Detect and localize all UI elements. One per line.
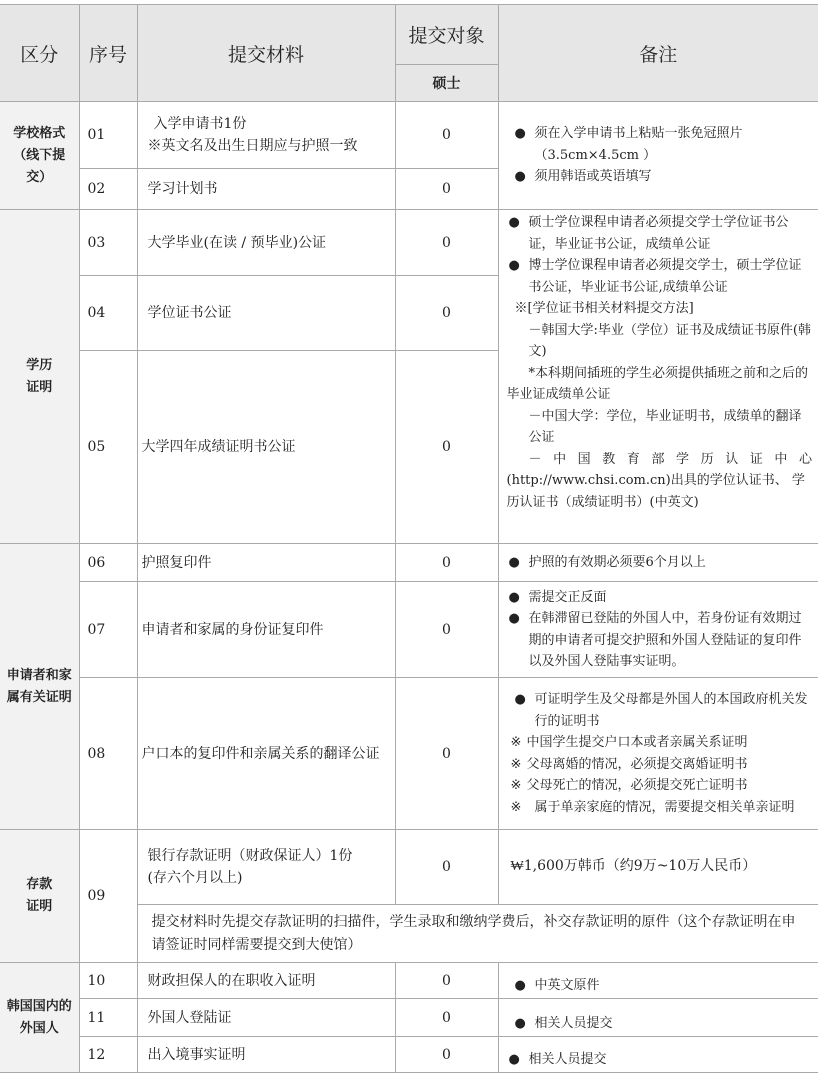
- row-number: 06: [79, 544, 137, 582]
- materials-table: [0, 4, 818, 1073]
- material-text: 大学毕业(在读 / 预毕业)公证: [147, 234, 327, 251]
- note-text: 硕士学位课程申请者必须提交学士学位证书公证，毕业证书公证，成绩单公证: [528, 215, 789, 252]
- note-text: 需提交正反面: [528, 589, 607, 605]
- note-text: 相关人员提交: [528, 1051, 607, 1067]
- material-cell: [137, 210, 395, 276]
- reference-mark-icon: ※: [510, 735, 522, 750]
- note-text: 属于单亲家庭的情况，需要提交相关单亲证明: [534, 799, 795, 815]
- row-number: 03: [79, 210, 137, 276]
- material-text: 银行存款证明（财政保证人）1份: [147, 848, 353, 864]
- material-text: 财政担保人的在职收入证明: [147, 972, 316, 989]
- section-education: [0, 210, 79, 544]
- bullet-icon: ●: [514, 169, 526, 185]
- value-cell: 0: [395, 963, 498, 999]
- value-cell: 0: [395, 351, 498, 544]
- table-row: [0, 1037, 818, 1073]
- row-number: 11: [79, 999, 137, 1037]
- table-row: [0, 830, 818, 905]
- table-row: [0, 582, 818, 678]
- material-text: 外国人登陆证: [147, 1009, 232, 1026]
- material-cell: [137, 999, 395, 1037]
- bullet-icon: ●: [514, 1015, 526, 1031]
- section-foreigner-label: 韩国国内的外国人: [6, 998, 72, 1036]
- bullet-icon: ●: [508, 611, 520, 626]
- material-cell: [137, 351, 395, 544]
- note-cell: [498, 830, 818, 905]
- bullet-icon: ●: [514, 977, 526, 993]
- note-cell: [498, 210, 818, 544]
- material-cell: [137, 963, 395, 999]
- header-row: [0, 5, 818, 65]
- bullet-icon: ●: [508, 1051, 520, 1067]
- note-text: 中英文原件: [534, 977, 600, 993]
- row-number: 02: [79, 169, 137, 210]
- row-number: 09: [79, 830, 137, 963]
- section-school: [0, 102, 79, 210]
- value-cell: 0: [395, 210, 498, 276]
- table-row: [0, 678, 818, 830]
- note-cell: [498, 544, 818, 582]
- note-cell: [498, 678, 818, 830]
- header-number: 序号: [79, 5, 137, 102]
- note-text: ₩1,600万韩币（约9万~10万人民币）: [510, 858, 757, 875]
- deposit-full-note: [137, 905, 818, 963]
- material-cell: [137, 169, 395, 210]
- header-materials: 提交材料: [137, 5, 395, 102]
- row-number: 04: [79, 276, 137, 351]
- value-cell: 0: [395, 544, 498, 582]
- table-row: [0, 999, 818, 1037]
- note-cell: [498, 102, 818, 210]
- row-number: 01: [79, 102, 137, 169]
- note-text: 须用韩语或英语填写: [534, 169, 652, 185]
- bullet-icon: ●: [508, 258, 520, 273]
- reference-mark-icon: ※: [510, 799, 522, 815]
- material-text: 户口本的复印件和亲属关系的翻译公证: [141, 745, 380, 762]
- note-text: －中国教育部学历认证中心: [528, 451, 812, 467]
- header-target: 提交对象: [395, 5, 498, 65]
- note-text: 可证明学生及父母都是外国人的本国政府机关发行的证明书: [534, 692, 808, 729]
- material-text: 学习计划书: [147, 181, 218, 197]
- note-cell: [498, 963, 818, 999]
- reference-mark-icon: ※: [510, 778, 522, 793]
- row-number: 08: [79, 678, 137, 830]
- header-category: 区分: [0, 5, 79, 102]
- material-text: 学位证书公证: [147, 305, 232, 321]
- table-row: [0, 210, 818, 276]
- header-target-master: 硕士: [395, 65, 498, 102]
- material-note: ※英文名及出生日期应与护照一致: [147, 138, 358, 154]
- note-text: 护照的有效期必须要6个月以上: [528, 554, 706, 570]
- note-text: 相关人员提交: [534, 1015, 613, 1031]
- note-text: 父母死亡的情况，必须提交死亡证明书: [526, 778, 748, 793]
- note-text: (http://www.chsi.com.cn)出具的学位认证书、 学历认证书（成绩证明书）(中英文): [506, 473, 805, 510]
- material-cell: [137, 102, 395, 169]
- section-school-label: 学校格式（线下提交）: [13, 125, 66, 185]
- note-cell: [498, 582, 818, 678]
- note-text: *本科期间插班的学生必须提供插班之前和之后的毕业证成绩单公证: [506, 365, 809, 402]
- material-cell: [137, 678, 395, 830]
- header-notes: 备注: [498, 5, 818, 102]
- bullet-icon: ●: [514, 126, 526, 142]
- table-row: [0, 544, 818, 582]
- row-number: 12: [79, 1037, 137, 1073]
- material-text: 出入境事实证明: [147, 1046, 246, 1063]
- note-cell: [498, 999, 818, 1037]
- note-text: 提交材料时先提交存款证明的扫描件，学生录取和缴纳学费后，补交存款证明的原件（这个存款证明在申请签证时同样需要提交到大使馆）: [151, 913, 796, 953]
- note-text: 父母离婚的情况，必须提交离婚证明书: [526, 756, 748, 772]
- reference-mark-icon: ※: [510, 756, 522, 772]
- bullet-icon: ●: [514, 692, 526, 707]
- bullet-icon: ●: [508, 215, 520, 230]
- note-text: 博士学位课程申请者必须提交学士，硕士学位证书公证，毕业证书公证,成绩单公证: [528, 258, 802, 295]
- row-number: 10: [79, 963, 137, 999]
- value-cell: 0: [395, 169, 498, 210]
- note-text: 须在入学申请书上粘贴一张免冠照片（3.5cm×4.5cm ）: [534, 126, 743, 163]
- value-cell: 0: [395, 999, 498, 1037]
- table-row: [0, 102, 818, 169]
- material-text: 入学申请书1份: [153, 116, 247, 132]
- value-cell: 0: [395, 678, 498, 830]
- row-number: 07: [79, 582, 137, 678]
- note-text: 在韩滞留已登陆的外国人中，若身份证有效期过期的申请者可提交护照和外国人登陆证的复印件以及外国人登陆事实证明。: [528, 611, 802, 669]
- bullet-icon: ●: [508, 554, 520, 570]
- material-cell: [137, 276, 395, 351]
- section-education-label: 学历证明: [26, 357, 53, 395]
- material-cell: [137, 544, 395, 582]
- material-text: 护照复印件: [141, 554, 212, 571]
- section-family: [0, 544, 79, 830]
- material-cell: [137, 830, 395, 905]
- note-text: 中国学生提交户口本或者亲属关系证明: [526, 735, 748, 750]
- material-cell: [137, 582, 395, 678]
- material-text: 大学四年成绩证明书公证: [141, 439, 296, 455]
- value-cell: 0: [395, 1037, 498, 1073]
- bullet-icon: ●: [508, 589, 520, 605]
- value-cell: 0: [395, 102, 498, 169]
- section-foreigner: [0, 963, 79, 1073]
- note-text: －韩国大学:毕业（学位）证书及成绩证书原件(韩文): [528, 322, 811, 359]
- table-row: [0, 963, 818, 999]
- row-number: 05: [79, 351, 137, 544]
- value-cell: 0: [395, 582, 498, 678]
- material-cell: [137, 1037, 395, 1073]
- material-note: (存六个月以上): [147, 870, 243, 886]
- note-text: －中国大学：学位，毕业证明书，成绩单的翻译公证: [528, 408, 802, 445]
- value-cell: 0: [395, 830, 498, 905]
- section-family-label: 申请者和家属有关证明: [6, 667, 72, 705]
- material-text: 申请者和家属的身份证复印件: [141, 621, 324, 638]
- note-text: ※[学位证书相关材料提交方法]: [514, 301, 694, 316]
- value-cell: 0: [395, 276, 498, 351]
- section-deposit: [0, 830, 79, 963]
- note-cell: [498, 1037, 818, 1073]
- section-deposit-label: 存款证明: [26, 877, 53, 914]
